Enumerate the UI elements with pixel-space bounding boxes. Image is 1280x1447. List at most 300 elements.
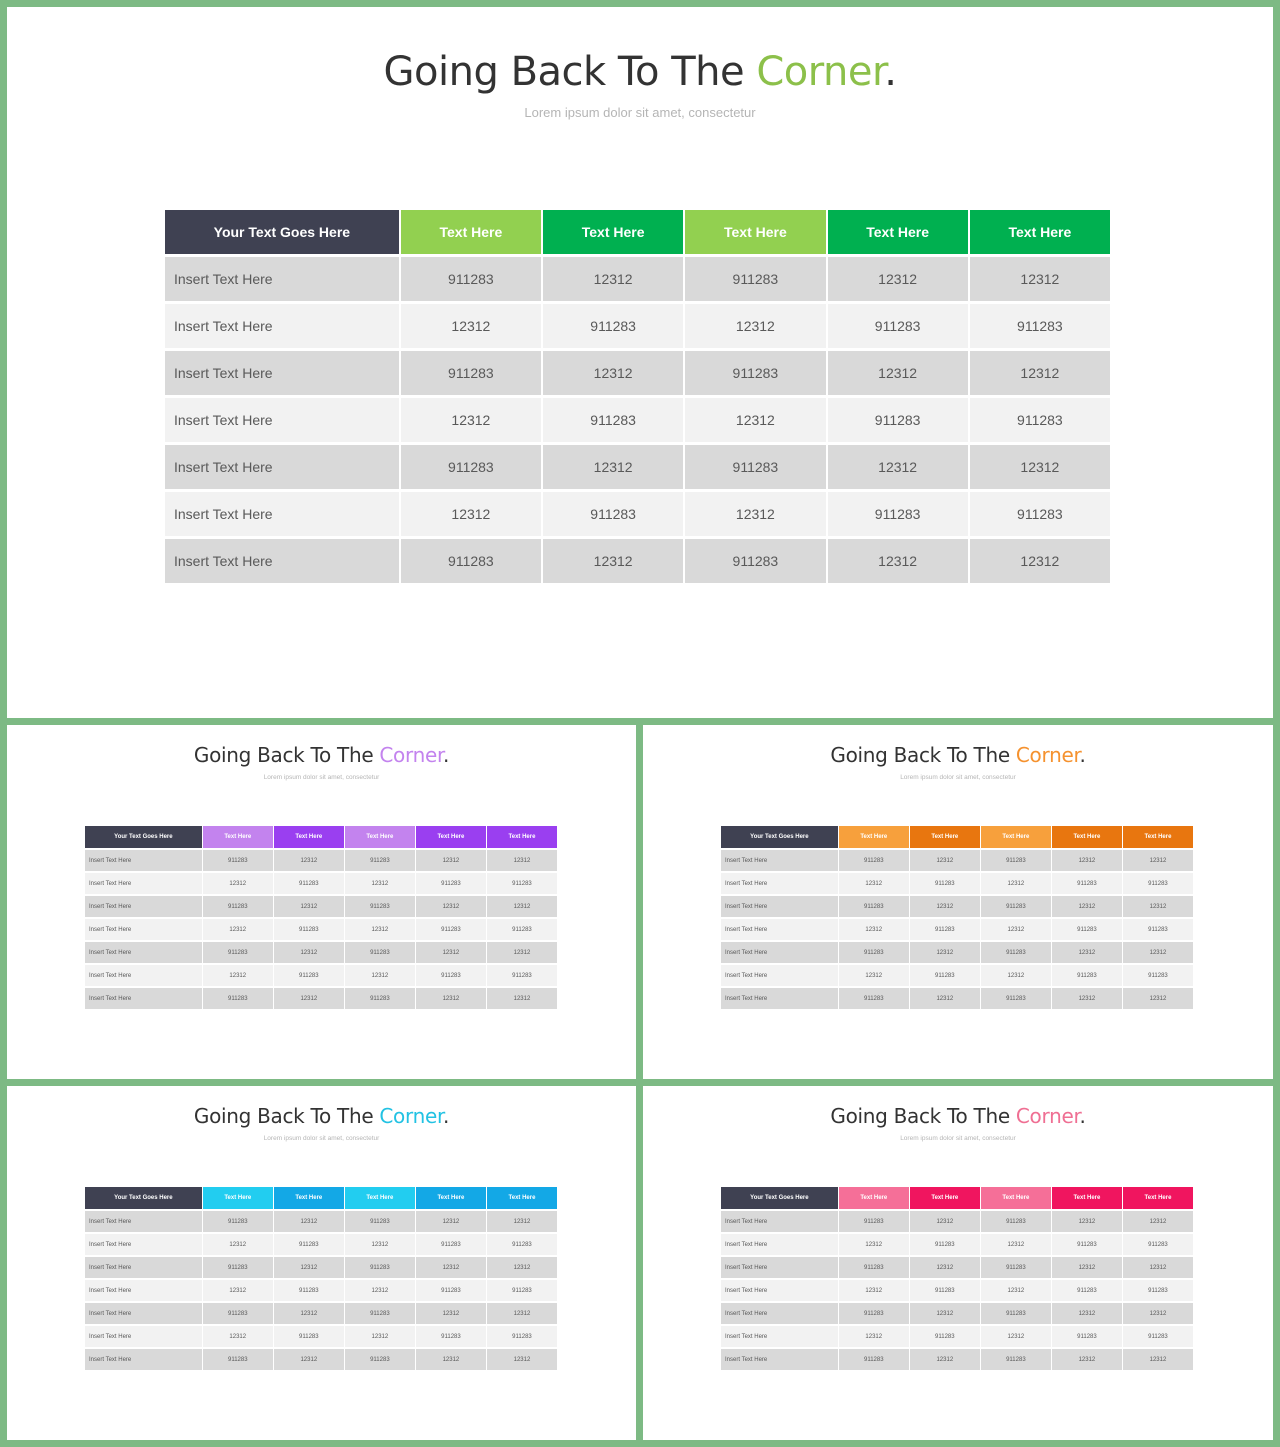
table-cell: 911283 (487, 965, 557, 986)
table-cell: 911283 (685, 539, 825, 583)
table-cell: 12312 (543, 539, 683, 583)
data-table (163, 207, 1112, 586)
table-cell: 12312 (1123, 1303, 1193, 1324)
table-cell: 12312 (685, 398, 825, 442)
slide-title (643, 1104, 1273, 1128)
table-cell: 911283 (981, 850, 1051, 871)
slide-title (7, 743, 636, 767)
title-end: . (443, 743, 450, 767)
table-cell: 12312 (1123, 850, 1193, 871)
row-label: Insert Text Here (721, 1234, 838, 1255)
table-cell: 12312 (839, 873, 909, 894)
header-cell: Text Here (203, 1187, 273, 1209)
row-label: Insert Text Here (85, 873, 202, 894)
table-cell: 12312 (828, 351, 968, 395)
table-row (165, 492, 1110, 536)
table-row (721, 896, 1193, 917)
table-cell: 12312 (487, 1257, 557, 1278)
table-cell: 911283 (839, 988, 909, 1009)
header-cell: Text Here (416, 1187, 486, 1209)
table-cell: 12312 (828, 445, 968, 489)
row-label: Insert Text Here (165, 304, 399, 348)
table-cell: 12312 (970, 257, 1110, 301)
slide-main (7, 7, 1273, 718)
table-row (721, 1234, 1193, 1255)
table-cell: 12312 (685, 492, 825, 536)
table-cell: 911283 (981, 1349, 1051, 1370)
row-label: Insert Text Here (165, 351, 399, 395)
table-cell: 911283 (685, 257, 825, 301)
slide-subtitle: Lorem ipsum dolor sit amet, consectetur (263, 774, 380, 781)
table-cell: 911283 (274, 1280, 344, 1301)
table-row (165, 257, 1110, 301)
table-cell: 12312 (203, 965, 273, 986)
table-cell: 911283 (1052, 1326, 1122, 1347)
table-row (85, 1211, 557, 1232)
table-cell: 911283 (416, 873, 486, 894)
row-label: Insert Text Here (721, 1303, 838, 1324)
table-cell: 911283 (487, 1234, 557, 1255)
header-cell: Text Here (1052, 1187, 1122, 1209)
table-cell: 12312 (1052, 1211, 1122, 1232)
row-label: Insert Text Here (85, 1211, 202, 1232)
table-cell: 12312 (203, 873, 273, 894)
table-row (165, 398, 1110, 442)
table-cell: 12312 (401, 304, 541, 348)
header-cell: Text Here (828, 210, 968, 254)
title-main: Going Back To The (193, 743, 380, 767)
table-cell: 911283 (981, 896, 1051, 917)
table-cell: 12312 (274, 988, 344, 1009)
table-cell: 911283 (345, 988, 415, 1009)
table-row (85, 1326, 557, 1347)
row-label: Insert Text Here (721, 850, 838, 871)
row-label: Insert Text Here (721, 1280, 838, 1301)
header-cell: Text Here (839, 826, 909, 848)
title-accent: Corner (756, 49, 885, 95)
title-main: Going Back To The (383, 49, 757, 95)
table-cell: 911283 (981, 942, 1051, 963)
table-cell: 911283 (416, 965, 486, 986)
table-cell: 911283 (1123, 965, 1193, 986)
table-cell: 911283 (981, 1211, 1051, 1232)
table-cell: 911283 (345, 1303, 415, 1324)
table-cell: 12312 (1123, 942, 1193, 963)
row-label: Insert Text Here (85, 942, 202, 963)
table-cell: 12312 (1123, 988, 1193, 1009)
table-cell: 12312 (274, 896, 344, 917)
table-cell: 12312 (839, 1280, 909, 1301)
row-label: Insert Text Here (721, 896, 838, 917)
table-cell: 911283 (203, 896, 273, 917)
table-cell: 911283 (685, 351, 825, 395)
slide-subtitle: Lorem ipsum dolor sit amet, consectetur (524, 105, 756, 120)
table-cell: 911283 (203, 988, 273, 1009)
slide-subtitle: Lorem ipsum dolor sit amet, consectetur (263, 1135, 380, 1142)
table-cell: 12312 (1052, 896, 1122, 917)
table-cell: 911283 (345, 896, 415, 917)
header-cell: Text Here (910, 826, 980, 848)
table-cell: 911283 (1123, 1234, 1193, 1255)
table-cell: 12312 (487, 850, 557, 871)
table-cell: 12312 (685, 304, 825, 348)
title-end: . (1079, 743, 1086, 767)
table-cell: 911283 (401, 351, 541, 395)
table-cell: 911283 (274, 1234, 344, 1255)
table-cell: 12312 (910, 1257, 980, 1278)
table-cell: 12312 (543, 351, 683, 395)
table-cell: 12312 (274, 942, 344, 963)
table-cell: 12312 (1052, 1303, 1122, 1324)
table-cell: 12312 (487, 988, 557, 1009)
table-cell: 12312 (203, 1326, 273, 1347)
table-cell: 911283 (401, 257, 541, 301)
table-cell: 911283 (345, 1211, 415, 1232)
row-label: Insert Text Here (85, 988, 202, 1009)
row-label: Insert Text Here (721, 1257, 838, 1278)
table-cell: 911283 (543, 304, 683, 348)
row-label: Insert Text Here (85, 965, 202, 986)
table-cell: 12312 (1123, 896, 1193, 917)
table-cell: 12312 (910, 988, 980, 1009)
table-cell: 12312 (345, 1280, 415, 1301)
table-cell: 12312 (543, 257, 683, 301)
table-cell: 911283 (203, 1211, 273, 1232)
slide-title (7, 1104, 636, 1128)
slide-cyan (7, 1086, 636, 1440)
table-cell: 911283 (970, 304, 1110, 348)
title-accent: Corner (1015, 1104, 1080, 1128)
table-cell: 12312 (910, 850, 980, 871)
row-label: Insert Text Here (721, 1326, 838, 1347)
row-label: Insert Text Here (85, 896, 202, 917)
header-cell: Text Here (981, 826, 1051, 848)
table-cell: 911283 (543, 398, 683, 442)
row-label: Insert Text Here (85, 1326, 202, 1347)
table-cell: 911283 (910, 965, 980, 986)
table-row (85, 1234, 557, 1255)
header-cell-first: Your Text Goes Here (721, 1187, 838, 1209)
table-cell: 911283 (839, 850, 909, 871)
header-cell: Text Here (487, 826, 557, 848)
table-cell: 12312 (416, 1349, 486, 1370)
table-cell: 12312 (274, 1349, 344, 1370)
table-cell: 911283 (203, 942, 273, 963)
table-cell: 12312 (970, 539, 1110, 583)
table-cell: 12312 (1052, 1257, 1122, 1278)
table-cell: 911283 (487, 873, 557, 894)
row-label: Insert Text Here (721, 965, 838, 986)
table-cell: 12312 (910, 1303, 980, 1324)
table-cell: 911283 (828, 304, 968, 348)
table-cell: 12312 (839, 919, 909, 940)
header-cell: Text Here (1052, 826, 1122, 848)
table-row (721, 1280, 1193, 1301)
table-row (165, 539, 1110, 583)
table-cell: 911283 (416, 1234, 486, 1255)
table-cell: 12312 (274, 1303, 344, 1324)
table-row (721, 850, 1193, 871)
table-cell: 12312 (981, 965, 1051, 986)
table-cell: 911283 (828, 398, 968, 442)
table-row (721, 965, 1193, 986)
table-cell: 12312 (487, 942, 557, 963)
table-cell: 12312 (828, 257, 968, 301)
table-cell: 911283 (203, 1349, 273, 1370)
table-cell: 911283 (1052, 873, 1122, 894)
row-label: Insert Text Here (165, 539, 399, 583)
table-cell: 911283 (1052, 1280, 1122, 1301)
header-cell: Text Here (274, 826, 344, 848)
table-cell: 12312 (1052, 1349, 1122, 1370)
table-row (721, 1257, 1193, 1278)
table-cell: 12312 (543, 445, 683, 489)
header-cell: Text Here (203, 826, 273, 848)
data-table (720, 824, 1194, 1011)
row-label: Insert Text Here (721, 942, 838, 963)
table-cell: 911283 (274, 919, 344, 940)
header-cell: Text Here (401, 210, 541, 254)
table-cell: 12312 (1052, 988, 1122, 1009)
table-cell: 12312 (839, 965, 909, 986)
title-accent: Corner (379, 1104, 444, 1128)
table-cell: 12312 (345, 1326, 415, 1347)
row-label: Insert Text Here (85, 1303, 202, 1324)
table-cell: 911283 (487, 919, 557, 940)
table-cell: 12312 (487, 1303, 557, 1324)
row-label: Insert Text Here (165, 257, 399, 301)
table-cell: 12312 (1123, 1211, 1193, 1232)
table-cell: 12312 (345, 873, 415, 894)
table-row (721, 1211, 1193, 1232)
table-cell: 12312 (416, 988, 486, 1009)
table-cell: 911283 (910, 1326, 980, 1347)
table-header-row (721, 826, 1193, 848)
header-cell: Text Here (416, 826, 486, 848)
table-cell: 12312 (981, 919, 1051, 940)
table-cell: 911283 (839, 1349, 909, 1370)
row-label: Insert Text Here (721, 873, 838, 894)
table-cell: 911283 (487, 1280, 557, 1301)
data-table (720, 1185, 1194, 1372)
header-cell: Text Here (1123, 1187, 1193, 1209)
header-cell: Text Here (487, 1187, 557, 1209)
table-header-row (85, 826, 557, 848)
row-label: Insert Text Here (85, 1257, 202, 1278)
slide-purple (7, 725, 636, 1079)
row-label: Insert Text Here (85, 1234, 202, 1255)
title-accent: Corner (1015, 743, 1080, 767)
table-cell: 12312 (416, 1257, 486, 1278)
header-cell: Text Here (274, 1187, 344, 1209)
table-cell: 911283 (970, 398, 1110, 442)
table-cell: 911283 (416, 1326, 486, 1347)
table-cell: 911283 (970, 492, 1110, 536)
table-row (721, 988, 1193, 1009)
table-cell: 12312 (981, 873, 1051, 894)
table-cell: 911283 (1123, 873, 1193, 894)
table-cell: 911283 (1052, 1234, 1122, 1255)
table-cell: 911283 (274, 873, 344, 894)
table-cell: 12312 (910, 942, 980, 963)
table-row (85, 942, 557, 963)
table-cell: 12312 (981, 1280, 1051, 1301)
table-row (85, 1257, 557, 1278)
table-cell: 12312 (839, 1234, 909, 1255)
table-cell: 911283 (345, 1257, 415, 1278)
header-cell-first: Your Text Goes Here (85, 1187, 202, 1209)
table-cell: 12312 (416, 942, 486, 963)
header-cell: Text Here (1123, 826, 1193, 848)
row-label: Insert Text Here (85, 1280, 202, 1301)
table-cell: 911283 (981, 1257, 1051, 1278)
table-cell: 12312 (416, 850, 486, 871)
row-label: Insert Text Here (165, 492, 399, 536)
table-cell: 911283 (203, 1303, 273, 1324)
title-main: Going Back To The (830, 1104, 1016, 1128)
table-cell: 911283 (274, 1326, 344, 1347)
table-cell: 12312 (981, 1234, 1051, 1255)
table-cell: 911283 (1123, 919, 1193, 940)
header-cell: Text Here (543, 210, 683, 254)
table-cell: 12312 (345, 919, 415, 940)
table-row (721, 873, 1193, 894)
table-cell: 911283 (274, 965, 344, 986)
table-cell: 911283 (839, 896, 909, 917)
table-cell: 12312 (274, 1211, 344, 1232)
table-cell: 911283 (981, 1303, 1051, 1324)
table-cell: 911283 (1123, 1280, 1193, 1301)
table-row (85, 1280, 557, 1301)
slide-subtitle: Lorem ipsum dolor sit amet, consectetur (900, 774, 1016, 781)
title-accent: Corner (379, 743, 444, 767)
table-cell: 911283 (401, 445, 541, 489)
table-cell: 911283 (910, 1280, 980, 1301)
header-cell: Text Here (345, 826, 415, 848)
table-cell: 911283 (345, 942, 415, 963)
header-cell: Text Here (345, 1187, 415, 1209)
header-cell: Text Here (685, 210, 825, 254)
table-row (721, 1349, 1193, 1370)
table-header-row (85, 1187, 557, 1209)
title-main: Going Back To The (830, 743, 1016, 767)
table-cell: 12312 (981, 1326, 1051, 1347)
table-cell: 911283 (981, 988, 1051, 1009)
table-cell: 911283 (401, 539, 541, 583)
table-cell: 12312 (274, 1257, 344, 1278)
header-cell: Text Here (970, 210, 1110, 254)
table-cell: 911283 (1052, 965, 1122, 986)
table-cell: 12312 (203, 1234, 273, 1255)
data-table (84, 1185, 558, 1372)
data-table (84, 824, 558, 1011)
table-header-row (165, 210, 1110, 254)
table-cell: 12312 (345, 965, 415, 986)
table-cell: 12312 (839, 1326, 909, 1347)
row-label: Insert Text Here (85, 1349, 202, 1370)
slide-title (643, 743, 1273, 767)
table-row (85, 1349, 557, 1370)
table-cell: 12312 (910, 896, 980, 917)
header-cell-first: Your Text Goes Here (85, 826, 202, 848)
table-cell: 12312 (910, 1211, 980, 1232)
header-cell: Text Here (981, 1187, 1051, 1209)
table-cell: 911283 (839, 1211, 909, 1232)
table-cell: 12312 (970, 445, 1110, 489)
table-cell: 911283 (203, 850, 273, 871)
table-row (721, 919, 1193, 940)
table-cell: 12312 (416, 1303, 486, 1324)
header-cell-first: Your Text Goes Here (165, 210, 399, 254)
table-cell: 911283 (203, 1257, 273, 1278)
row-label: Insert Text Here (721, 1211, 838, 1232)
table-cell: 911283 (685, 445, 825, 489)
table-cell: 911283 (345, 850, 415, 871)
header-cell-first: Your Text Goes Here (721, 826, 838, 848)
row-label: Insert Text Here (165, 445, 399, 489)
table-row (85, 850, 557, 871)
slide-orange (643, 725, 1273, 1079)
table-cell: 12312 (1123, 1257, 1193, 1278)
title-end: . (884, 49, 897, 95)
table-cell: 12312 (910, 1349, 980, 1370)
table-cell: 911283 (416, 1280, 486, 1301)
table-row (165, 445, 1110, 489)
table-cell: 911283 (416, 919, 486, 940)
table-cell: 12312 (345, 1234, 415, 1255)
table-row (165, 351, 1110, 395)
table-row (85, 873, 557, 894)
table-row (85, 896, 557, 917)
title-main: Going Back To The (193, 1104, 380, 1128)
table-cell: 911283 (910, 1234, 980, 1255)
table-row (721, 1326, 1193, 1347)
table-cell: 911283 (839, 942, 909, 963)
table-cell: 911283 (910, 919, 980, 940)
table-cell: 12312 (487, 1349, 557, 1370)
table-header-row (721, 1187, 1193, 1209)
slide-subtitle: Lorem ipsum dolor sit amet, consectetur (900, 1135, 1016, 1142)
row-label: Insert Text Here (721, 919, 838, 940)
table-cell: 911283 (487, 1326, 557, 1347)
table-cell: 12312 (828, 539, 968, 583)
table-cell: 12312 (203, 1280, 273, 1301)
row-label: Insert Text Here (165, 398, 399, 442)
table-row (85, 919, 557, 940)
table-cell: 12312 (274, 850, 344, 871)
table-cell: 12312 (1123, 1349, 1193, 1370)
slide-title (7, 49, 1273, 95)
row-label: Insert Text Here (721, 988, 838, 1009)
table-row (721, 1303, 1193, 1324)
table-cell: 12312 (416, 896, 486, 917)
table-row (85, 965, 557, 986)
table-row (85, 1303, 557, 1324)
table-cell: 12312 (401, 398, 541, 442)
table-cell: 911283 (910, 873, 980, 894)
table-cell: 12312 (203, 919, 273, 940)
row-label: Insert Text Here (85, 850, 202, 871)
table-cell: 911283 (1052, 919, 1122, 940)
row-label: Insert Text Here (85, 919, 202, 940)
title-end: . (443, 1104, 450, 1128)
table-cell: 911283 (345, 1349, 415, 1370)
slide-pink (643, 1086, 1273, 1440)
header-cell: Text Here (910, 1187, 980, 1209)
table-cell: 911283 (828, 492, 968, 536)
header-cell: Text Here (839, 1187, 909, 1209)
table-cell: 911283 (1123, 1326, 1193, 1347)
